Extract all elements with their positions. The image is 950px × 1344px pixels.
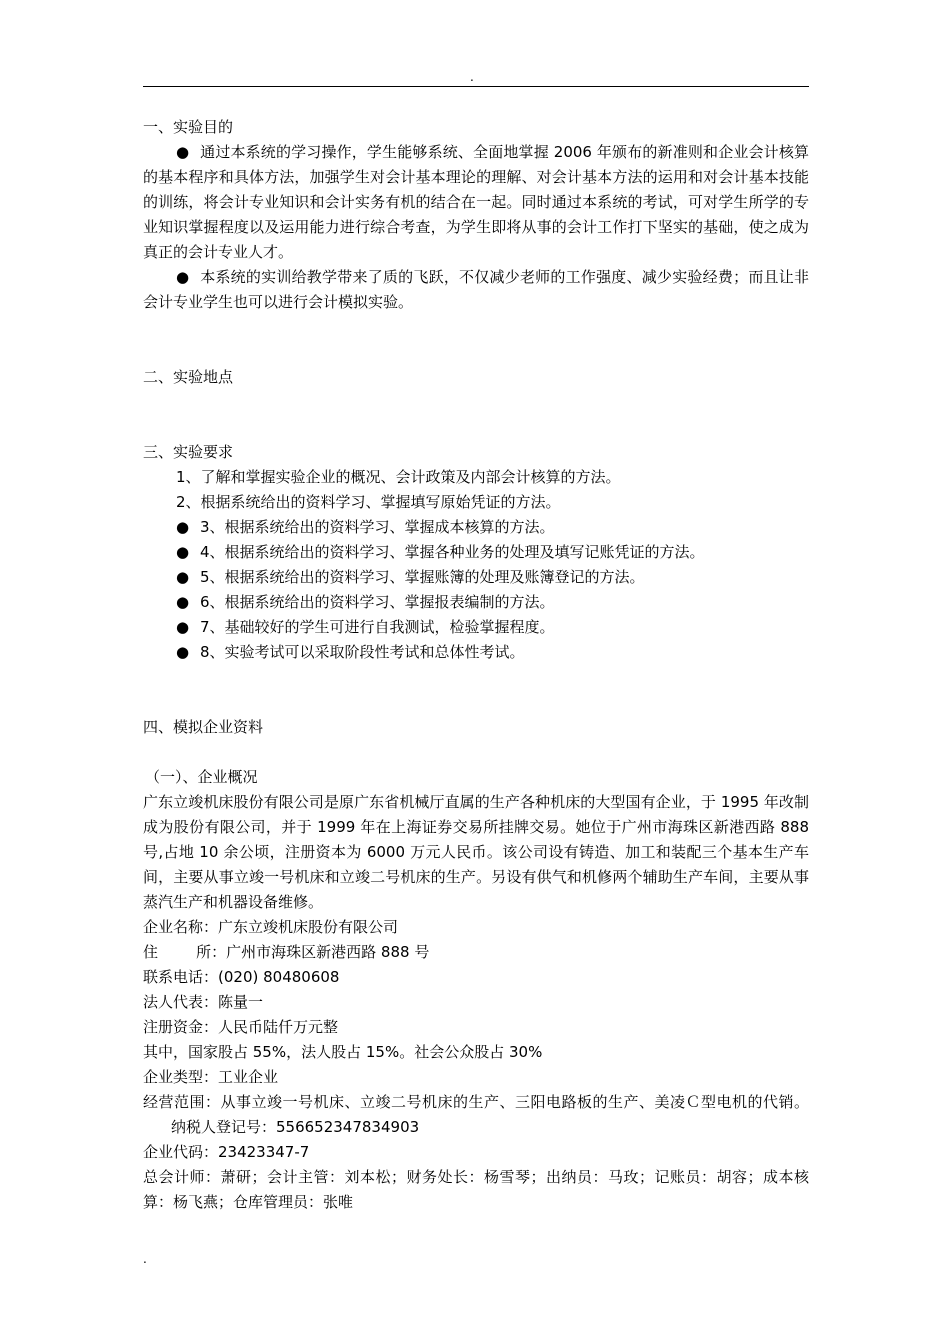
bullet-icon: ●	[176, 568, 190, 586]
company-address-line	[143, 940, 809, 965]
bullet-icon: ●	[176, 643, 190, 661]
requirement-text: 7、基础较好的学生可进行自我测试，检验掌握程度。	[200, 618, 555, 636]
document-body	[143, 115, 809, 1215]
requirement-item	[143, 615, 809, 640]
section-title-company: 四、模拟企业资料	[143, 718, 264, 736]
requirement-text: 1、了解和掌握实验企业的概况、会计政策及内部会计核算的方法。	[176, 468, 621, 486]
header-rule	[143, 86, 809, 87]
address-value: 广州市海珠区新港西路 888 号	[226, 943, 430, 961]
purpose-bullet-1	[143, 140, 809, 265]
company-phone-line: 联系电话：(020) 80480608	[143, 968, 340, 986]
purpose-bullet-2-text: 本系统的实训给教学带来了质的飞跃，不仅减少老师的工作强度、减少实验经费；而且让非会计专业学生也可以进行会计模拟实验。	[143, 268, 809, 311]
requirement-text: 6、根据系统给出的资料学习、掌握报表编制的方法。	[200, 593, 555, 611]
address-label: 住 所：	[143, 943, 227, 961]
requirement-text: 2、根据系统给出的资料学习、掌握填写原始凭证的方法。	[176, 493, 561, 511]
bullet-icon: ●	[176, 543, 190, 561]
bullet-icon: ●	[176, 268, 190, 286]
company-staff-line: 总会计师：萧研；会计主管：刘本松；财务处长：杨雪琴；出纳员：马玫；记账员：胡容；成本核算：杨飞燕；仓库管理员：张唯	[143, 1168, 809, 1211]
requirement-item	[143, 590, 809, 615]
company-scope-line	[143, 1090, 809, 1140]
section-title-location: 二、实验地点	[143, 368, 234, 386]
taxid-text: 纳税人登记号：556652347834903	[171, 1118, 420, 1136]
bullet-icon: ●	[176, 518, 190, 536]
company-name-line: 企业名称：广东立竣机床股份有限公司	[143, 918, 399, 936]
section-title-requirements: 三、实验要求	[143, 443, 234, 461]
company-rep-line: 法人代表：陈量一	[143, 993, 264, 1011]
company-intro: 广东立竣机床股份有限公司是原广东省机械厅直属的生产各种机床的大型国有企业，于 1995 年改制成为股份有限公司，并于 1999 年在上海证券交易所挂牌交易。她位于广州市海珠区新港西路 888 号,占地 10 余公顷，注册资本为 6000 万元人民币。该公司设有铸造、加工和装配三个基本生产车间，主要从事立竣一号机床和立竣二号机床的生产。另设有供气和机修两个辅助生产车间，主要从事蒸汽生产和机器设备维修。	[143, 793, 809, 911]
requirement-item	[143, 465, 809, 490]
header-mark: .	[470, 70, 474, 84]
bullet-icon: ●	[176, 143, 190, 161]
requirement-item	[143, 640, 809, 665]
requirement-item	[143, 540, 809, 565]
company-type-line: 企业类型：工业企业	[143, 1068, 279, 1086]
section-title-purpose: 一、实验目的	[143, 118, 234, 136]
requirement-text: 8、实验考试可以采取阶段性考试和总体性考试。	[200, 643, 525, 661]
requirement-text: 5、根据系统给出的资料学习、掌握账簿的处理及账簿登记的方法。	[200, 568, 645, 586]
company-capital-line: 注册资金：人民币陆仟万元整	[143, 1018, 339, 1036]
bullet-icon: ●	[176, 618, 190, 636]
subsection-title-overview: （一）、企业概况	[145, 768, 258, 786]
requirement-item	[143, 565, 809, 590]
company-code-line: 企业代码：23423347-7	[143, 1143, 310, 1161]
bullet-icon: ●	[176, 593, 190, 611]
footer-mark: .	[143, 1252, 147, 1266]
purpose-bullet-2	[143, 265, 809, 315]
requirement-text: 3、根据系统给出的资料学习、掌握成本核算的方法。	[200, 518, 555, 536]
requirement-item	[143, 490, 809, 515]
requirement-item	[143, 515, 809, 540]
company-shares-line: 其中，国家股占 55%，法人股占 15%。社会公众股占 30%	[143, 1043, 543, 1061]
scope-text: 经营范围：从事立竣一号机床、立竣二号机床的生产、三阳电路板的生产、美凌Ｃ型电机的代销。	[143, 1093, 809, 1111]
requirement-text: 4、根据系统给出的资料学习、掌握各种业务的处理及填写记账凭证的方法。	[200, 543, 705, 561]
purpose-bullet-1-text: 通过本系统的学习操作，学生能够系统、全面地掌握 2006 年颁布的新准则和企业会计核算的基本程序和具体方法，加强学生对会计基本理论的理解、对会计基本方法的运用和对会计基本技能的训练，将会计专业知识和会计实务有机的结合在一起。同时通过本系统的考试，可对学生所学的专业知识掌握程度以及运用能力进行综合考查，为学生即将从事的会计工作打下坚实的基础，使之成为真正的会计专业人才。	[143, 143, 809, 261]
